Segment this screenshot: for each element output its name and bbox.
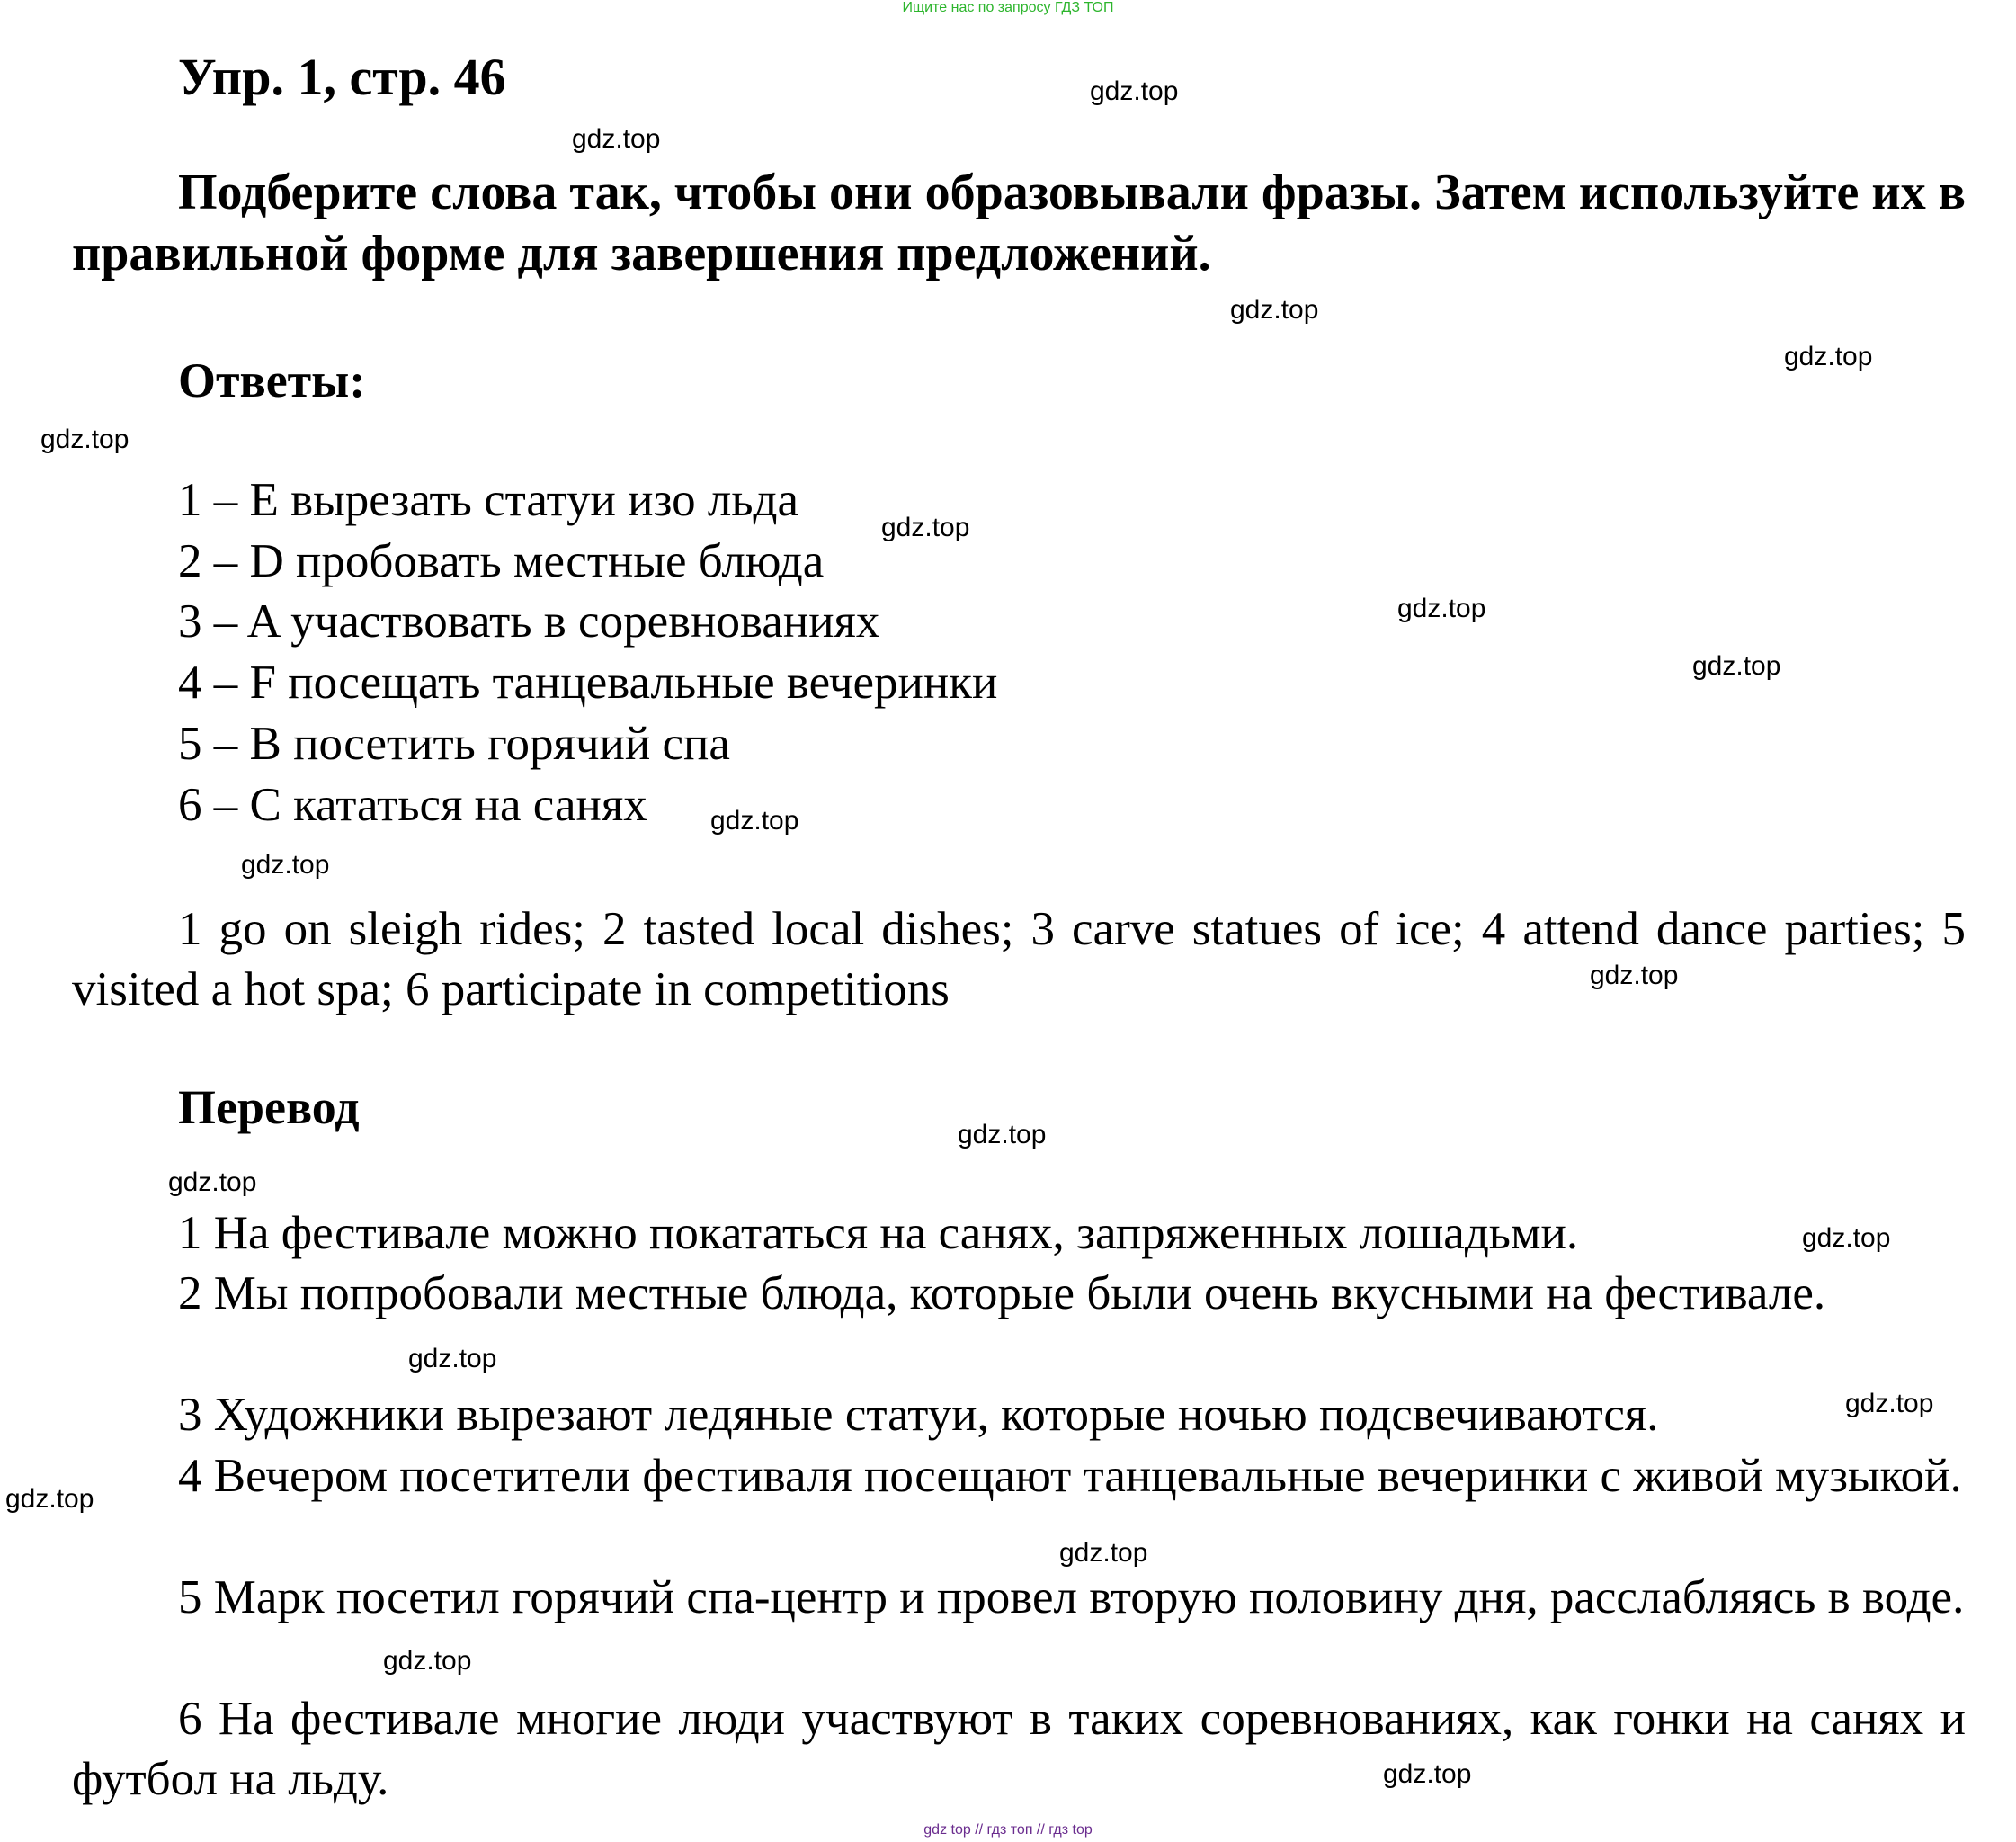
- translation-item: 5 Марк посетил горячий спа-центр и провел вторую половину дня, расслабляясь в воде.: [178, 1571, 1965, 1623]
- completion-answers: 1 go on sleigh rides; 2 tasted local dishes; 3 carve statues of ice; 4 attend dance parties; 5 visited a hot spa; 6 participate in competitions: [72, 903, 1966, 1015]
- answer-item: 2 – D пробовать местные блюда: [178, 535, 825, 587]
- watermark: gdz.top: [881, 513, 970, 542]
- translation-item: 6 На фестивале многие люди участвуют в таких соревнованиях, как гонки на санях и футбол на льду.: [72, 1693, 1966, 1805]
- watermark: gdz.top: [1784, 342, 1873, 371]
- answers-heading: Ответы:: [178, 353, 366, 407]
- answer-item: 3 – A участвовать в соревнованиях: [178, 595, 880, 648]
- watermark: gdz.top: [1590, 961, 1679, 990]
- footer-banner[interactable]: gdz top // гдз топ // гдз top: [923, 1822, 1093, 1838]
- translation-item: 2 Мы попробовали местные блюда, которые были очень вкусными на фестивале.: [178, 1267, 1826, 1319]
- watermark: gdz.top: [1845, 1389, 1934, 1418]
- watermark: gdz.top: [168, 1167, 257, 1197]
- exercise-title: Упр. 1, стр. 46: [178, 48, 506, 106]
- watermark: gdz.top: [408, 1344, 497, 1373]
- answer-item: 1 – E вырезать статуи изо льда: [178, 474, 799, 526]
- watermark: gdz.top: [958, 1120, 1047, 1149]
- task-instruction: Подберите слова так, чтобы они образовывали фразы. Затем используйте их в правильной форме для завершения предложений.: [72, 165, 1966, 282]
- watermark: gdz.top: [1802, 1223, 1891, 1253]
- watermark: gdz.top: [1383, 1759, 1472, 1789]
- watermark: gdz.top: [1692, 651, 1781, 681]
- watermark: gdz.top: [1230, 295, 1319, 325]
- watermark: gdz.top: [241, 850, 330, 880]
- watermark: gdz.top: [1397, 594, 1486, 623]
- translation-item: 4 Вечером посетители фестиваля посещают танцевальные вечеринки с живой музыкой.: [178, 1450, 1962, 1502]
- answer-item: 4 – F посещать танцевальные вечеринки: [178, 657, 998, 709]
- watermark: gdz.top: [40, 425, 129, 454]
- watermark: gdz.top: [1090, 76, 1179, 106]
- answer-item: 5 – B посетить горячий спа: [178, 718, 730, 770]
- watermark: gdz.top: [710, 806, 799, 836]
- translation-item: 3 Художники вырезают ледяные статуи, которые ночью подсвечиваются.: [178, 1389, 1659, 1441]
- watermark: gdz.top: [5, 1484, 94, 1514]
- watermark: gdz.top: [1059, 1538, 1148, 1568]
- watermark: gdz.top: [383, 1646, 472, 1676]
- translation-heading: Перевод: [178, 1080, 360, 1134]
- site-search-banner[interactable]: Ищите нас по запросу ГДЗ ТОП: [902, 0, 1114, 15]
- watermark: gdz.top: [572, 124, 661, 154]
- translation-item: 1 На фестивале можно покататься на санях, запряженных лошадьми.: [178, 1207, 1579, 1259]
- answer-item: 6 – C кататься на санях: [178, 779, 647, 831]
